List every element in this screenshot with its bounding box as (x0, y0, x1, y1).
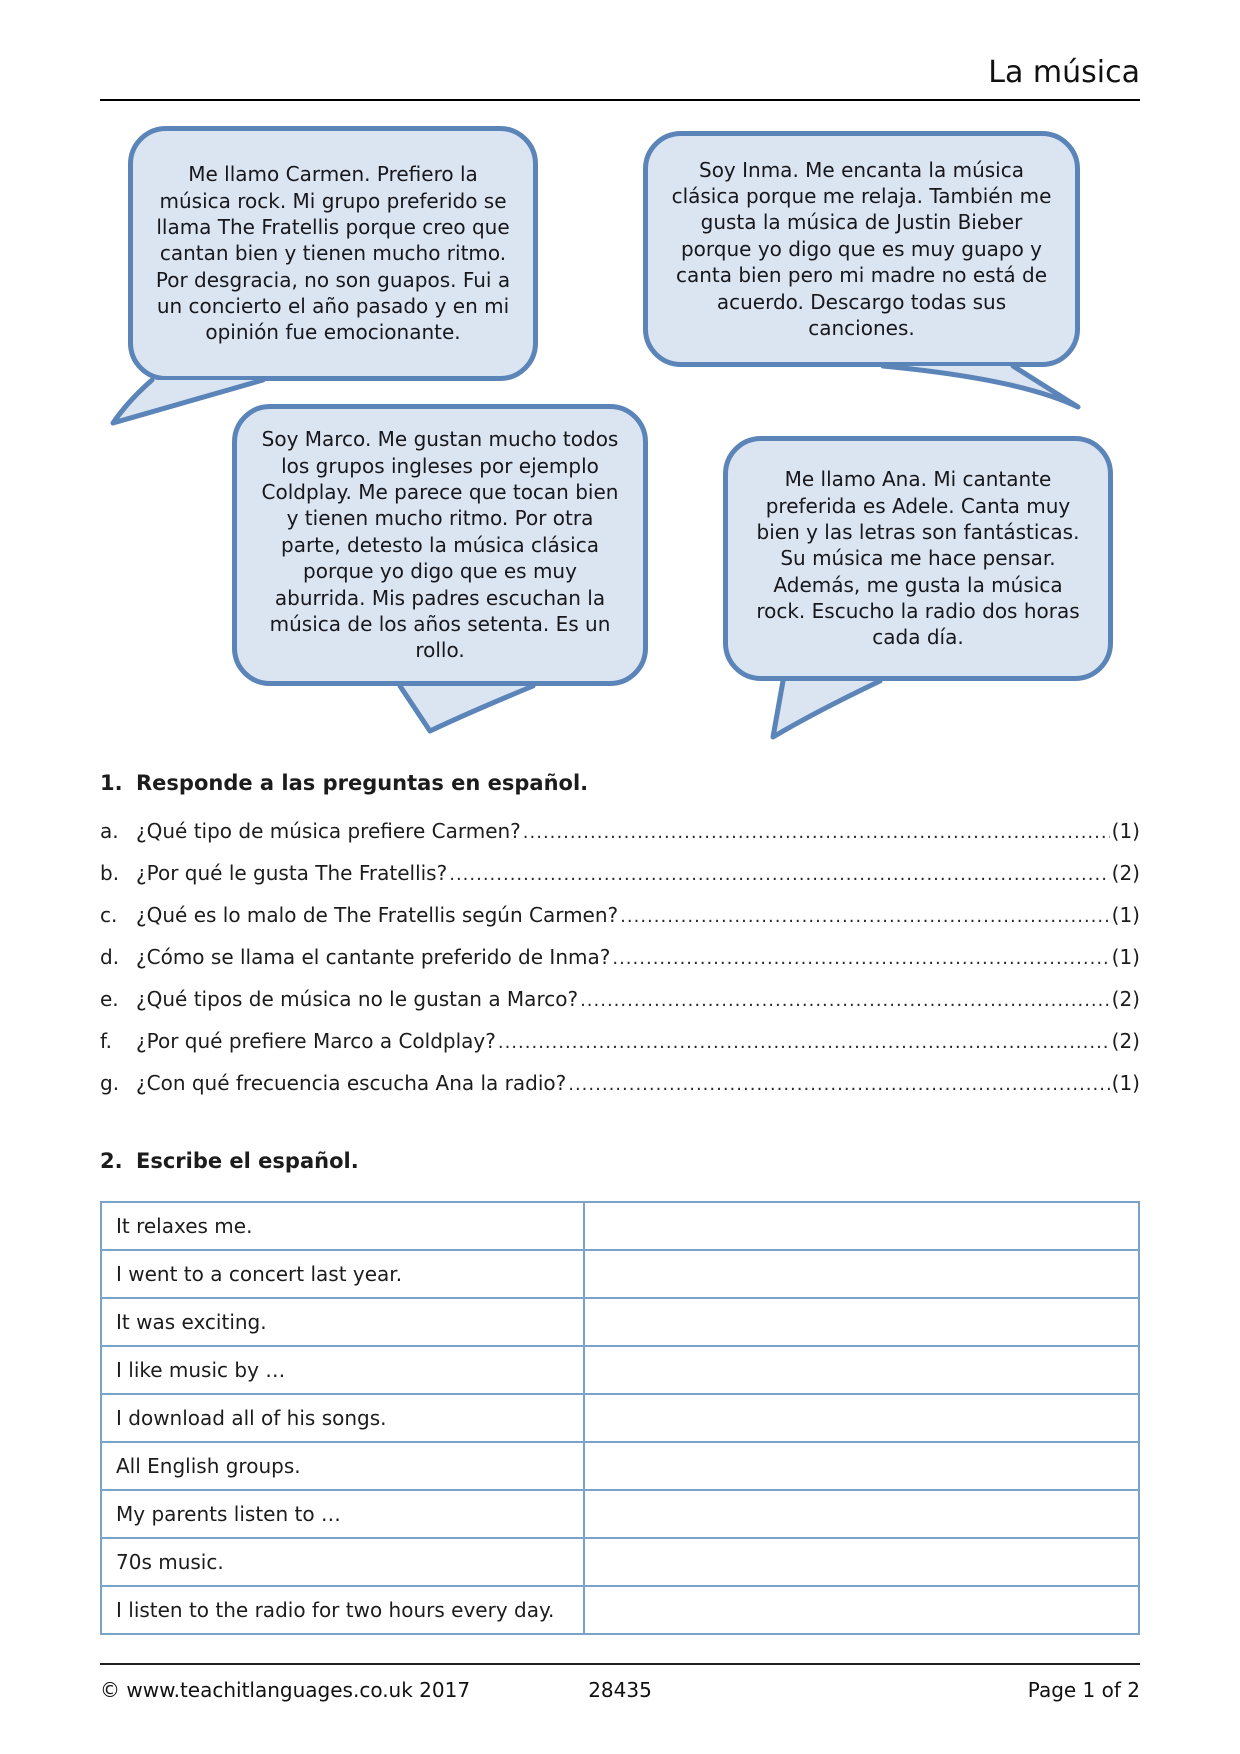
question-row (100, 861, 1140, 903)
speech-bubble-inma (643, 131, 1080, 367)
question-text: ¿Qué tipos de música no le gustan a Marco? (136, 987, 579, 1011)
table-row (101, 1346, 1139, 1394)
english-phrase-cell: I download all of his songs. (101, 1394, 584, 1442)
english-phrase-cell: All English groups. (101, 1442, 584, 1490)
answer-dotted-line (612, 948, 1109, 969)
section2-heading-text: Escribe el español. (136, 1149, 359, 1173)
footer-page-number: Page 1 of 2 (1027, 1678, 1140, 1702)
english-phrase-cell: I went to a concert last year. (101, 1250, 584, 1298)
question-letter: d. (100, 945, 120, 969)
page-header (100, 0, 1140, 101)
table-row (101, 1586, 1139, 1634)
question-letter: c. (100, 903, 118, 927)
answer-dotted-line (568, 1074, 1109, 1095)
section1-heading-text: Responde a las preguntas en español. (136, 771, 589, 795)
question-row (100, 819, 1140, 861)
answer-cell (584, 1346, 1139, 1394)
question-marks: (1) (1111, 1071, 1140, 1095)
english-phrase-cell: I like music by … (101, 1346, 584, 1394)
question-letter: b. (100, 861, 120, 885)
page-footer (100, 1663, 1140, 1702)
page-title: La música (988, 55, 1140, 90)
question-row (100, 1071, 1140, 1113)
question-text: ¿Qué tipo de música prefiere Carmen? (136, 819, 521, 843)
speech-bubble-carmen (128, 126, 538, 381)
speech-bubble-marco-tail (390, 682, 640, 737)
speech-bubble-marco (232, 404, 648, 686)
section1-number: 1. (100, 771, 123, 795)
answer-dotted-line (449, 864, 1109, 885)
question-letter: a. (100, 819, 119, 843)
questions-list (100, 819, 1140, 1113)
answer-dotted-line (620, 906, 1110, 927)
table-row (101, 1250, 1139, 1298)
english-phrase-cell: It was exciting. (101, 1298, 584, 1346)
section2-number: 2. (100, 1149, 123, 1173)
table-row (101, 1490, 1139, 1538)
question-letter: f. (100, 1029, 112, 1053)
answer-cell (584, 1394, 1139, 1442)
question-marks: (1) (1111, 903, 1140, 927)
answer-dotted-line (523, 822, 1110, 843)
question-text: ¿Qué es lo malo de The Fratellis según Carmen? (136, 903, 619, 927)
speech-bubble-marco-text: Soy Marco. Me gustan mucho todos los grupos ingleses por ejemplo Coldplay. Me parece que tocan bien y tienen mucho ritmo. Por otra parte, detesto la música clásica porque yo digo que es muy aburrida. Mis padres escuchan la música de los años setenta. Es un rollo. (261, 427, 619, 663)
question-row (100, 945, 1140, 987)
table-row (101, 1442, 1139, 1490)
table-row (101, 1298, 1139, 1346)
english-phrase-cell: I listen to the radio for two hours every day. (101, 1586, 584, 1634)
english-phrase-cell: It relaxes me. (101, 1202, 584, 1250)
answer-cell (584, 1586, 1139, 1634)
footer-copyright: © www.teachitlanguages.co.uk 2017 (100, 1678, 471, 1702)
section2-heading (100, 1147, 1140, 1175)
english-phrase-cell: My parents listen to … (101, 1490, 584, 1538)
speech-bubble-inma-text: Soy Inma. Me encanta la música clásica porque me relaja. También me gusta la música de Justin Bieber porque yo digo que es muy guapo y canta bien pero mi madre no está de acuerdo. Descargo todas sus canciones. (671, 157, 1052, 340)
question-marks: (2) (1111, 1029, 1140, 1053)
question-letter: e. (100, 987, 119, 1011)
question-row (100, 1029, 1140, 1071)
question-text: ¿Por qué prefiere Marco a Coldplay? (136, 1029, 496, 1053)
english-phrase-cell: 70s music. (101, 1538, 584, 1586)
question-text: ¿Cómo se llama el cantante preferido de Inma? (136, 945, 611, 969)
answer-dotted-line (498, 1032, 1110, 1053)
table-row (101, 1538, 1139, 1586)
question-text: ¿Con qué frecuencia escucha Ana la radio? (136, 1071, 567, 1095)
translation-table (100, 1201, 1140, 1635)
question-row (100, 903, 1140, 945)
section1-heading (100, 769, 1140, 797)
answer-cell (584, 1490, 1139, 1538)
footer-doc-id: 28435 (588, 1678, 652, 1702)
speech-bubble-carmen-text: Me llamo Carmen. Prefiero la música rock. Mi grupo preferido se llama The Fratellis porque creo que cantan bien y tienen mucho ritmo. Por desgracia, no son guapos. Fui a un concierto el año pasado y en mi opinión fue emocionante. (155, 162, 511, 345)
answer-dotted-line (580, 990, 1110, 1011)
speech-bubble-inma-tail (860, 363, 1090, 413)
answer-cell (584, 1202, 1139, 1250)
question-marks: (1) (1111, 945, 1140, 969)
answer-cell (584, 1250, 1139, 1298)
question-marks: (1) (1111, 819, 1140, 843)
speech-bubble-ana (723, 436, 1113, 681)
speech-bubbles-area (100, 101, 1140, 761)
answer-cell (584, 1442, 1139, 1490)
table-row (101, 1394, 1139, 1442)
question-marks: (2) (1111, 861, 1140, 885)
answer-cell (584, 1298, 1139, 1346)
question-row (100, 987, 1140, 1029)
answer-cell (584, 1538, 1139, 1586)
page-content (100, 0, 1140, 1702)
table-row (101, 1202, 1139, 1250)
question-text: ¿Por qué le gusta The Fratellis? (136, 861, 448, 885)
speech-bubble-ana-text: Me llamo Ana. Mi cantante preferida es Adele. Canta muy bien y las letras son fantásticas. Su música me hace pensar. Además, me gusta la música rock. Escucho la radio dos horas cada día. (756, 467, 1080, 650)
question-marks: (2) (1111, 987, 1140, 1011)
question-letter: g. (100, 1071, 120, 1095)
speech-bubble-ana-tail (755, 677, 995, 743)
